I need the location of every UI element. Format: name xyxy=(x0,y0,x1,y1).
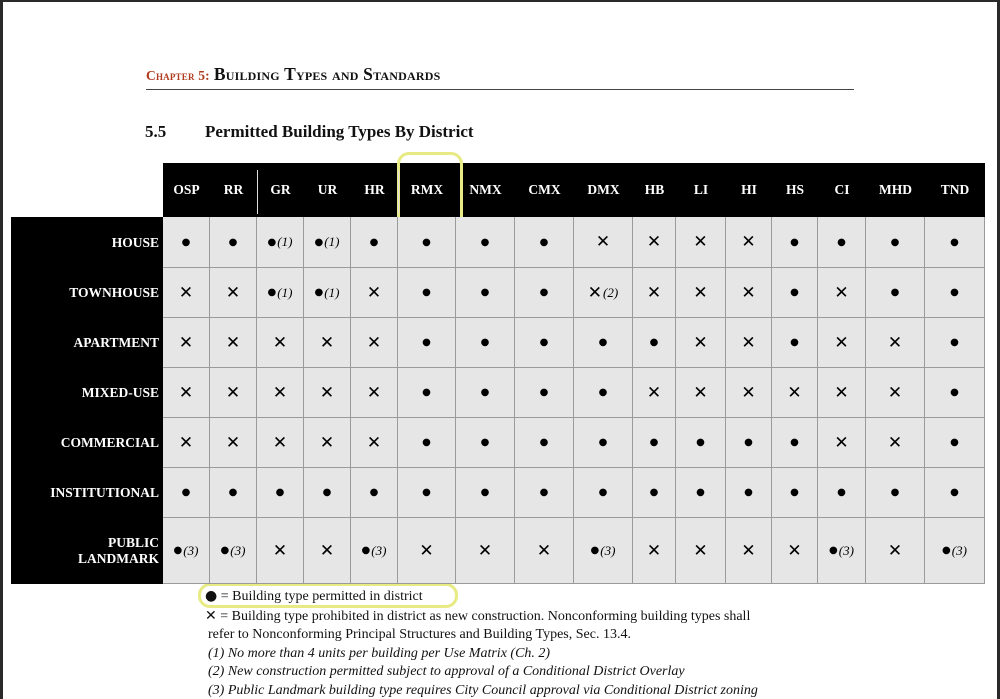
x-icon: ✕ xyxy=(834,382,849,403)
dot-icon: ● xyxy=(649,487,659,498)
legend-note-1: (1) No more than 4 units per building per Use Matrix (Ch. 2) xyxy=(208,645,551,661)
table-cell xyxy=(633,217,676,268)
dot-icon: ● xyxy=(942,545,951,556)
dot-icon: ● xyxy=(539,337,549,348)
table-cell xyxy=(210,368,257,418)
table-cell xyxy=(456,468,515,518)
table-cell xyxy=(304,268,351,318)
cell-footnote: (3) xyxy=(183,542,199,558)
row-label-line: COMMERCIAL xyxy=(60,435,159,450)
row-header xyxy=(11,268,159,318)
x-icon: ✕ xyxy=(205,607,217,624)
dot-icon: ● xyxy=(422,236,431,248)
table-cell xyxy=(726,468,772,518)
table-cell xyxy=(726,318,772,368)
section-title: Permitted Building Types By District xyxy=(205,122,474,141)
dot-icon: ● xyxy=(480,337,490,348)
table-cell xyxy=(163,217,210,268)
table-cell xyxy=(818,468,866,518)
dot-icon: ● xyxy=(950,387,959,398)
dot-icon: ● xyxy=(649,337,659,348)
x-icon: ✕ xyxy=(741,232,756,252)
table-cell xyxy=(456,318,515,368)
column-header-osp: OSP xyxy=(173,182,200,197)
x-icon: ✕ xyxy=(366,382,382,403)
table-cell xyxy=(304,418,351,468)
table-cell xyxy=(351,368,398,418)
x-icon: ✕ xyxy=(272,432,288,453)
legend-prohibited: ✕ = Building type prohibited in district as new construction. Nonconforming building types shall xyxy=(205,607,751,624)
row-label-line: HOUSE xyxy=(111,234,159,250)
cell-footnote: (3) xyxy=(230,542,246,558)
cell-footnote: (1) xyxy=(277,284,293,300)
table-cell xyxy=(772,368,818,418)
table-cell xyxy=(574,268,633,318)
table-cell xyxy=(726,217,772,268)
cell-footnote: (1) xyxy=(324,234,340,249)
table-cell xyxy=(351,518,398,584)
dot-icon: ● xyxy=(480,437,490,448)
table-cell xyxy=(456,268,515,318)
x-icon: ✕ xyxy=(272,332,288,353)
table-cell xyxy=(676,268,726,318)
dot-icon: ● xyxy=(829,545,838,556)
dot-icon: ● xyxy=(205,588,218,604)
dot-icon: ● xyxy=(598,387,608,398)
x-icon: ✕ xyxy=(419,540,434,561)
row-header xyxy=(11,368,159,418)
dot-icon: ● xyxy=(422,337,431,348)
column-header-hb: HB xyxy=(644,182,665,197)
column-header-hr: HR xyxy=(364,182,385,197)
x-icon: ✕ xyxy=(887,382,903,403)
row-header xyxy=(11,518,159,584)
table-cell xyxy=(257,318,304,368)
dot-icon: ● xyxy=(480,487,490,498)
table-cell xyxy=(257,368,304,418)
table-cell xyxy=(633,268,676,318)
dot-icon: ● xyxy=(598,487,608,498)
x-icon: ✕ xyxy=(646,382,662,403)
dot-icon: ● xyxy=(696,437,705,448)
table-cell xyxy=(574,217,633,268)
dot-icon: ● xyxy=(314,287,324,298)
table-cell xyxy=(925,368,985,418)
dot-icon: ● xyxy=(950,337,959,348)
x-icon: ✕ xyxy=(366,332,382,353)
row-label-line: PUBLIC xyxy=(107,535,159,550)
dot-icon: ● xyxy=(314,236,324,248)
x-icon: ✕ xyxy=(319,432,335,453)
x-icon: ✕ xyxy=(741,332,756,353)
x-icon: ✕ xyxy=(693,282,708,303)
x-icon: ✕ xyxy=(272,540,288,561)
table-cell xyxy=(676,468,726,518)
x-icon: ✕ xyxy=(319,540,335,561)
dot-icon: ● xyxy=(950,487,959,498)
table-cell xyxy=(304,468,351,518)
table-cell xyxy=(304,217,351,268)
table-cell xyxy=(866,268,925,318)
table-cell xyxy=(163,418,210,468)
table-cell xyxy=(866,217,925,268)
dot-icon: ● xyxy=(539,287,549,298)
header-divider xyxy=(257,170,258,214)
dot-icon: ● xyxy=(181,236,191,248)
table-cell xyxy=(676,368,726,418)
row-label-line: APARTMENT xyxy=(73,335,159,350)
dot-icon: ● xyxy=(181,487,191,498)
x-icon: ✕ xyxy=(741,282,756,303)
section-number: 5.5 xyxy=(145,122,167,141)
cell-footnote: (3) xyxy=(838,542,854,558)
table-cell xyxy=(818,518,866,584)
table-cell xyxy=(257,468,304,518)
x-icon: ✕ xyxy=(178,282,194,303)
table-cell xyxy=(257,217,304,268)
table-cell xyxy=(866,368,925,418)
x-icon: ✕ xyxy=(366,282,382,303)
table-cell xyxy=(676,318,726,368)
column-header-ur: UR xyxy=(317,182,338,197)
table-cell xyxy=(398,217,456,268)
cell-footnote: (3) xyxy=(951,542,967,558)
table-cell xyxy=(676,217,726,268)
dot-icon: ● xyxy=(369,236,379,248)
dot-icon: ● xyxy=(790,287,799,298)
x-icon: ✕ xyxy=(319,332,335,353)
x-icon: ✕ xyxy=(225,282,241,303)
dot-icon: ● xyxy=(422,287,431,298)
table-cell xyxy=(726,368,772,418)
table-cell xyxy=(633,468,676,518)
table-cell xyxy=(210,217,257,268)
table-cell xyxy=(925,318,985,368)
table-cell xyxy=(210,318,257,368)
table-cell xyxy=(772,268,818,318)
cell-footnote: (3) xyxy=(600,542,616,558)
table-cell xyxy=(304,518,351,584)
table-cell xyxy=(772,418,818,468)
column-header-ci: CI xyxy=(834,182,850,197)
table-cell xyxy=(456,368,515,418)
x-icon: ✕ xyxy=(366,432,382,453)
table-cell xyxy=(398,368,456,418)
dot-icon: ● xyxy=(228,487,238,498)
table-cell xyxy=(210,268,257,318)
x-icon: ✕ xyxy=(693,382,708,403)
x-icon: ✕ xyxy=(787,540,802,561)
table-cell xyxy=(398,468,456,518)
table-cell xyxy=(210,418,257,468)
table-cell xyxy=(925,468,985,518)
table-cell xyxy=(726,418,772,468)
column-header-nmx: NMX xyxy=(469,182,502,197)
table-cell xyxy=(515,468,574,518)
dot-icon: ● xyxy=(267,287,277,298)
dot-icon: ● xyxy=(480,387,490,398)
dot-icon: ● xyxy=(480,287,490,298)
x-icon: ✕ xyxy=(887,332,903,353)
x-icon: ✕ xyxy=(178,432,194,453)
table-cell xyxy=(257,518,304,584)
dot-icon: ● xyxy=(590,545,600,556)
row-header xyxy=(11,418,159,468)
table-cell xyxy=(456,217,515,268)
chapter-prefix: Chapter 5: xyxy=(146,68,210,83)
row-header xyxy=(11,217,159,268)
x-icon: ✕ xyxy=(646,540,662,561)
table-cell xyxy=(351,268,398,318)
table-cell xyxy=(574,468,633,518)
table-cell xyxy=(163,268,210,318)
column-header-rr: RR xyxy=(223,182,244,197)
table-cell xyxy=(456,418,515,468)
row-label-line: MIXED-USE xyxy=(81,385,159,400)
x-icon: ✕ xyxy=(693,232,708,252)
table-cell xyxy=(676,418,726,468)
dot-icon: ● xyxy=(790,337,799,348)
row-header xyxy=(11,318,159,368)
table-cell xyxy=(515,268,574,318)
dot-icon: ● xyxy=(890,236,900,248)
table-cell xyxy=(351,418,398,468)
x-icon: ✕ xyxy=(536,540,552,561)
table-cell xyxy=(676,518,726,584)
x-icon: ✕ xyxy=(225,382,241,403)
table-cell xyxy=(574,518,633,584)
table-cell xyxy=(925,518,985,584)
table-cell xyxy=(398,418,456,468)
x-icon: ✕ xyxy=(178,382,194,403)
table-cell xyxy=(772,468,818,518)
table-cell xyxy=(925,418,985,468)
dot-icon: ● xyxy=(744,437,753,448)
dot-icon: ● xyxy=(539,387,549,398)
row-label-line: LANDMARK xyxy=(78,551,159,566)
table-cell xyxy=(210,518,257,584)
header-divider xyxy=(398,170,399,214)
table-cell xyxy=(633,318,676,368)
row-label-line: TOWNHOUSE xyxy=(69,285,159,300)
dot-icon: ● xyxy=(837,487,846,498)
table-cell xyxy=(818,318,866,368)
x-icon: ✕ xyxy=(741,382,756,403)
dot-icon: ● xyxy=(220,545,230,556)
table-cell xyxy=(257,418,304,468)
table-cell xyxy=(866,468,925,518)
table-cell xyxy=(304,318,351,368)
x-icon: ✕ xyxy=(787,382,802,403)
table-cell xyxy=(515,418,574,468)
x-icon: ✕ xyxy=(225,432,241,453)
dot-icon: ● xyxy=(422,437,431,448)
dot-icon: ● xyxy=(790,236,799,248)
table-cell xyxy=(818,268,866,318)
dot-icon: ● xyxy=(890,287,900,298)
legend-note-3: (3) Public Landmark building type requires City Council approval via Conditional District zoning xyxy=(208,682,758,698)
legend-permitted: ● = Building type permitted in district xyxy=(205,588,423,604)
row-label-line: INSTITUTIONAL xyxy=(50,485,159,500)
table-cell xyxy=(304,368,351,418)
dot-icon: ● xyxy=(790,437,799,448)
table-cell xyxy=(351,318,398,368)
x-icon: ✕ xyxy=(477,540,493,561)
table-cell xyxy=(866,318,925,368)
table-cell xyxy=(574,318,633,368)
table-cell xyxy=(726,518,772,584)
table-cell xyxy=(456,518,515,584)
dot-icon: ● xyxy=(950,437,959,448)
dot-icon: ● xyxy=(598,437,608,448)
dot-icon: ● xyxy=(598,337,608,348)
dot-icon: ● xyxy=(696,487,705,498)
dot-icon: ● xyxy=(267,236,277,248)
table-cell xyxy=(351,468,398,518)
x-icon: ✕ xyxy=(887,432,903,453)
x-icon: ✕ xyxy=(178,332,194,353)
cell-footnote: (3) xyxy=(371,542,387,558)
column-header-mhd: MHD xyxy=(879,182,912,197)
dot-icon: ● xyxy=(539,236,549,248)
dot-icon: ● xyxy=(649,437,659,448)
table-cell xyxy=(163,368,210,418)
dot-icon: ● xyxy=(422,387,431,398)
dot-icon: ● xyxy=(950,236,959,248)
table-cell xyxy=(515,518,574,584)
table-cell xyxy=(772,217,818,268)
column-header-tnd: TND xyxy=(940,182,970,197)
dot-icon: ● xyxy=(890,487,900,498)
table-cell xyxy=(257,268,304,318)
legend xyxy=(205,587,965,699)
dot-icon: ● xyxy=(422,487,431,498)
column-header-hi: HI xyxy=(741,182,757,197)
table-cell xyxy=(866,418,925,468)
x-icon: ✕ xyxy=(834,432,849,453)
table-cell xyxy=(210,468,257,518)
x-icon: ✕ xyxy=(646,232,662,252)
table-cell xyxy=(163,468,210,518)
row-header xyxy=(11,468,159,518)
x-icon: ✕ xyxy=(272,382,288,403)
table-cell xyxy=(351,217,398,268)
table-cell xyxy=(866,518,925,584)
table-cell xyxy=(772,318,818,368)
table-cell xyxy=(398,518,456,584)
dot-icon: ● xyxy=(790,487,799,498)
table-cell xyxy=(163,518,210,584)
x-icon: ✕ xyxy=(834,282,849,303)
document-page xyxy=(3,2,997,699)
cell-footnote: (2) xyxy=(603,284,619,300)
column-header-hs: HS xyxy=(785,182,804,197)
table-cell xyxy=(633,518,676,584)
column-header-dmx: DMX xyxy=(587,182,620,197)
chapter-title: Building Types and Standards xyxy=(213,64,441,84)
dot-icon: ● xyxy=(539,487,549,498)
x-icon: ✕ xyxy=(225,332,241,353)
chapter-heading xyxy=(146,64,854,90)
table-cell xyxy=(398,268,456,318)
dot-icon: ● xyxy=(173,545,183,556)
table-cell xyxy=(925,217,985,268)
dot-icon: ● xyxy=(369,487,379,498)
table-cell xyxy=(772,518,818,584)
table-cell xyxy=(633,418,676,468)
table-cell xyxy=(726,268,772,318)
x-icon: ✕ xyxy=(693,332,708,353)
cell-footnote: (1) xyxy=(277,234,293,249)
table-cell xyxy=(818,368,866,418)
table-cell xyxy=(574,368,633,418)
dot-icon: ● xyxy=(744,487,753,498)
column-header-rmx: RMX xyxy=(410,182,444,197)
dot-icon: ● xyxy=(228,236,238,248)
x-icon: ✕ xyxy=(646,282,662,303)
table-cell xyxy=(398,318,456,368)
x-icon: ✕ xyxy=(834,332,849,353)
dot-icon: ● xyxy=(837,236,846,248)
dot-icon: ● xyxy=(361,545,371,556)
dot-icon: ● xyxy=(480,236,490,248)
table-cell xyxy=(515,318,574,368)
x-icon: ✕ xyxy=(887,540,903,561)
legend-prohibited-cont: refer to Nonconforming Principal Structures and Building Types, Sec. 13.4. xyxy=(208,627,631,642)
dot-icon: ● xyxy=(275,487,285,498)
table-cell xyxy=(818,418,866,468)
x-icon: ✕ xyxy=(693,540,708,561)
cell-footnote: (1) xyxy=(324,284,340,300)
x-icon: ✕ xyxy=(595,232,611,252)
table-cell xyxy=(633,368,676,418)
dot-icon: ● xyxy=(322,487,332,498)
table-cell xyxy=(163,318,210,368)
x-icon: ✕ xyxy=(587,282,603,303)
x-icon: ✕ xyxy=(319,382,335,403)
column-header-cmx: CMX xyxy=(528,182,561,197)
dot-icon: ● xyxy=(539,437,549,448)
table-cell xyxy=(515,368,574,418)
legend-note-2: (2) New construction permitted subject to approval of a Conditional District Overlay xyxy=(208,664,685,679)
dot-icon: ● xyxy=(950,287,959,298)
column-header-li: LI xyxy=(693,182,709,197)
x-icon: ✕ xyxy=(741,540,756,561)
table-cell xyxy=(574,418,633,468)
table-cell xyxy=(925,268,985,318)
table-cell xyxy=(515,217,574,268)
column-header-gr: GR xyxy=(270,182,291,197)
table-cell xyxy=(818,217,866,268)
